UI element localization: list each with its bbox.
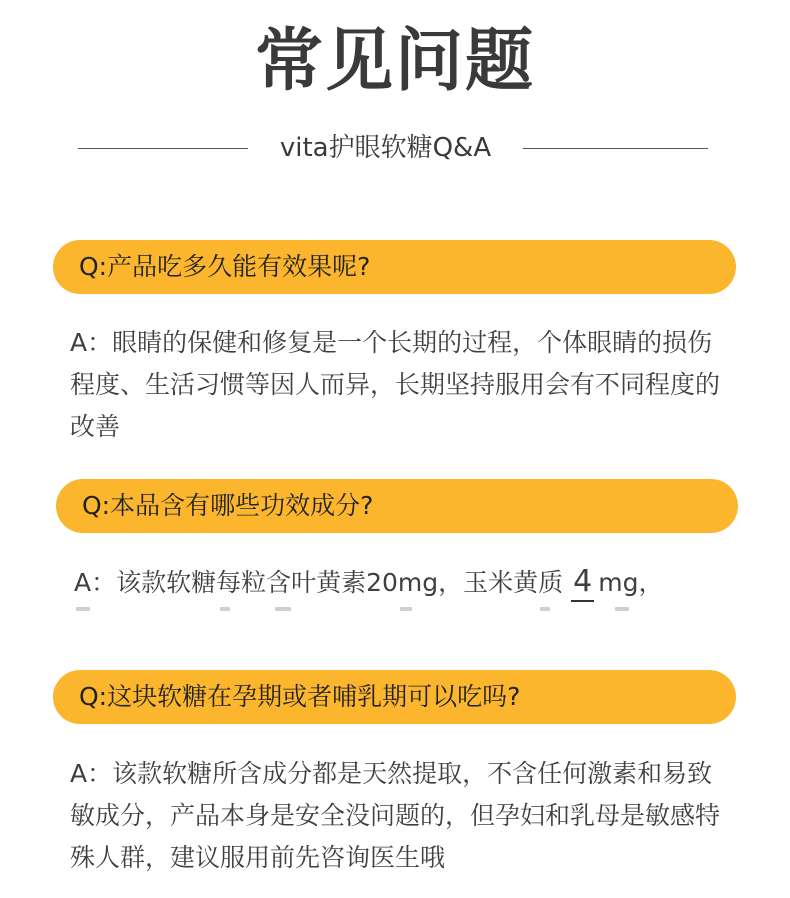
cut-text-fragment: [615, 607, 629, 611]
faq-question-1: Q:产品吃多久能有效果呢?: [53, 240, 736, 294]
faq-answer-2-number: 4: [573, 560, 592, 604]
faq-answer-2-suffix: mg，: [598, 568, 664, 597]
faq-answer-1: A：眼睛的保健和修复是一个长期的过程，个体眼睛的损伤程度、生活习惯等因人而异，长期坚持服用会有不同程度的改善: [70, 328, 721, 441]
page-title: 常见问题: [254, 22, 535, 101]
faq-answer-2: [74, 560, 734, 604]
cut-text-fragment: [540, 607, 550, 611]
subtitle-row: [0, 128, 790, 168]
faq-answer-3: A：该款软糖所含成分都是天然提取，不含任何激素和易致敏成分，产品本身是安全没问题的，但孕妇和乳母是敏感特殊人群，建议服用前先咨询医生哦: [70, 759, 721, 872]
divider-line-left: [78, 148, 248, 149]
faq-question-2: Q:本品含有哪些功效成分?: [56, 479, 738, 533]
faq-question-3: Q:这块软糖在孕期或者哺乳期可以吃吗?: [53, 670, 736, 724]
cut-text-fragment: [76, 607, 90, 611]
cut-text-fragment: [400, 607, 412, 611]
page-subtitle: vita护眼软糖Q&A: [279, 133, 492, 163]
cut-text-fragment: [220, 607, 230, 611]
faq-answer-2-prefix: A：该款软糖每粒含叶黄素20mg，玉米黄质: [74, 568, 564, 597]
cut-text-fragment: [275, 607, 291, 611]
divider-line-right: [523, 148, 708, 149]
faq-answer-2-cut-off-line: [70, 604, 730, 614]
